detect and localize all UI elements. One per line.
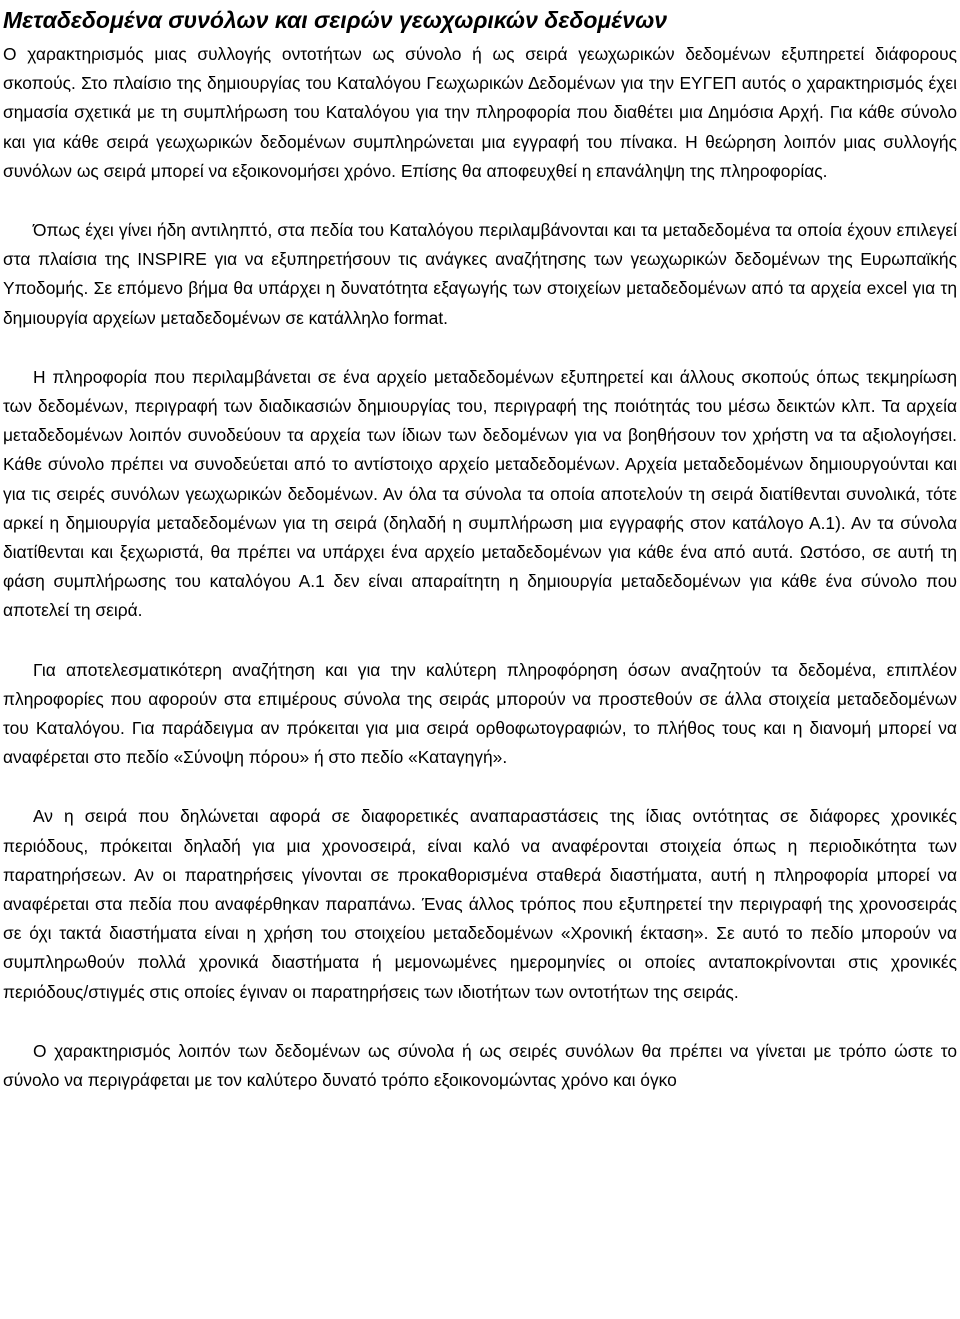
paragraph-metadata-file-info: Η πληροφορία που περιλαμβάνεται σε ένα αρχείο μεταδεδομένων εξυπηρετεί και άλλους σκοπούς όπως τεκμηρίωση των δεδομένων, περιγραφή των διαδικασιών δημιουργίας του, περιγραφή της ποιότητάς του μέσω δεικτών κλπ. Τα αρχεία μεταδεδομένων λοιπόν συνοδεύουν τα αρχεία των ίδιων των δεδομένων για να βοηθήσουν τον χρήστη να τα αξιολογήσει. Κάθε σύνολο πρέπει να συνοδεύεται από το αντίστοιχο αρχείο μεταδεδομένων. Αρχεία μεταδεδομένων δημιουργούνται και για τις σειρές συνόλων γεωχωρικών δεδομένων. Αν όλα τα σύνολα τα οποία αποτελούν τη σειρά διατίθενται συνολικά, τότε αρκεί η δημιουργία μεταδεδομένων για τη σειρά (δηλαδή η συμπλήρωση μια εγγραφής στον κατάλογο Α.1). Αν τα σύνολα διατίθενται και ξεχωριστά, θα πρέπει να υπάρχει ένα αρχείο μεταδεδομένων για κάθε ένα από αυτά. Ωστόσο, σε αυτή τη φάση συμπλήρωσης του καταλόγου Α.1 δεν είναι απαραίτητη η δημιουργία μεταδεδομένων για κάθε ένα σύνολο που αποτελεί τη σειρά. xyxy=(3,366,957,621)
paragraph-conclusion: Ο χαρακτηρισμός λοιπόν των δεδομένων ως σύνολα ή ως σειρές συνόλων θα πρέπει να γίνεται με τρόπο ώστε το σύνολο να περιγράφεται με τον καλύτερο δυνατό τρόπο εξοικονομώντας χρόνο και όγκο xyxy=(3,1040,957,1091)
paragraph-inspire-metadata: Όπως έχει γίνει ήδη αντιληπτό, στα πεδία του Καταλόγου περιλαμβάνονται και τα μεταδεδομένα τα οποία έχουν επιλεγεί στα πλαίσια της INSPIRE για να εξυπηρετήσουν τις ανάγκες αναζήτησης των γεωχωρικών δεδομένων της Ευρωπαϊκής Υποδομής. Σε επόμενο βήμα θα υπάρχει η δυνατότητα εξαγωγής των στοιχείων μεταδεδομένων από τα αρχεία excel για τη δημιουργία αρχείων μεταδεδομένων σε κατάλληλο format. xyxy=(3,220,957,328)
paragraph-search-efficiency: Για αποτελεσματικότερη αναζήτηση και για την καλύτερη πληροφόρηση όσων αναζητούν τα δεδομένα, επιπλέον πληροφορίες που αφορούν στα επιμέρους σύνολα της σειράς μπορούν να προστεθούν σε άλλα στοιχεία μεταδεδομένων του Καταλόγου. Για παράδειγμα αν πρόκειται για μια σειρά ορθοφωτογραφιών, το πλήθος τους και η διανομή μπορεί να αναφέρεται στο πεδίο «Σύνοψη πόρου» ή στο πεδίο «Καταγηγή». xyxy=(3,659,957,768)
paragraph-time-series: Αν η σειρά που δηλώνεται αφορά σε διαφορετικές αναπαραστάσεις της ίδιας οντότητας σε διάφορες χρονικές περιόδους, πρόκειται δηλαδή για μια χρονοσειρά, είναι καλό να αναφέρονται στοιχεία όπως η περιοδικότητα των παρατηρήσεων. Αν οι παρατηρήσεις γίνονται σε προκαθορισμένα σταθερά διαστήματα, αυτή η πληροφορία μπορεί να αναφέρεται στα πεδία που αναφέρθηκαν παραπάνω. Ένας άλλος τρόπος που εξυπηρετεί την περιγραφή της χρονοσειράς σε όχι τακτά διαστήματα είναι η χρήση του στοιχείου μεταδεδομένων «Χρονική έκταση». Σε αυτό το πεδίο μπορούν να συμπληρωθούν πολλά χρονικά διαστήματα ή μεμονωμένες ημερομηνίες οι οποίες ανταποκρίνονται στις χρονικές περιόδους/στιγμές στις οποίες έγιναν οι παρατηρήσεις των ιδιοτήτων των οντοτήτων της σειράς. xyxy=(3,806,957,1002)
paragraph-dataset-series-purpose: Ο χαρακτηρισμός μιας συλλογής οντοτήτων ως σύνολο ή ως σειρά γεωχωρικών δεδομένων εξυπηρετεί διάφορους σκοπούς. Στο πλαίσιο της δημιουργίας του Καταλόγου Γεωχωρικών Δεδομένων για την ΕΥΓΕΠ αυτός ο χαρακτηρισμός έχει σημασία σχετικά με τη συμπλήρωση του Καταλόγου για την πληροφορία που διαθέτει μια Δημόσια Αρχή. Για κάθε σύνολο και για κάθε σειρά γεωχωρικών δεδομένων συμπληρώνεται μια εγγραφή του πίνακα. Η θεώρηση λοιπόν μιας συλλογής συνόλων ως σειρά μπορεί να εξοικονομήσει χρόνο. Επίσης θα αποφευχθεί η επανάληψη της πληροφορίας. xyxy=(3,44,957,181)
document-title: Μεταδεδομένα συνόλων και σειρών γεωχωρικών δεδομένων xyxy=(3,7,668,33)
document-page xyxy=(3,0,957,1095)
